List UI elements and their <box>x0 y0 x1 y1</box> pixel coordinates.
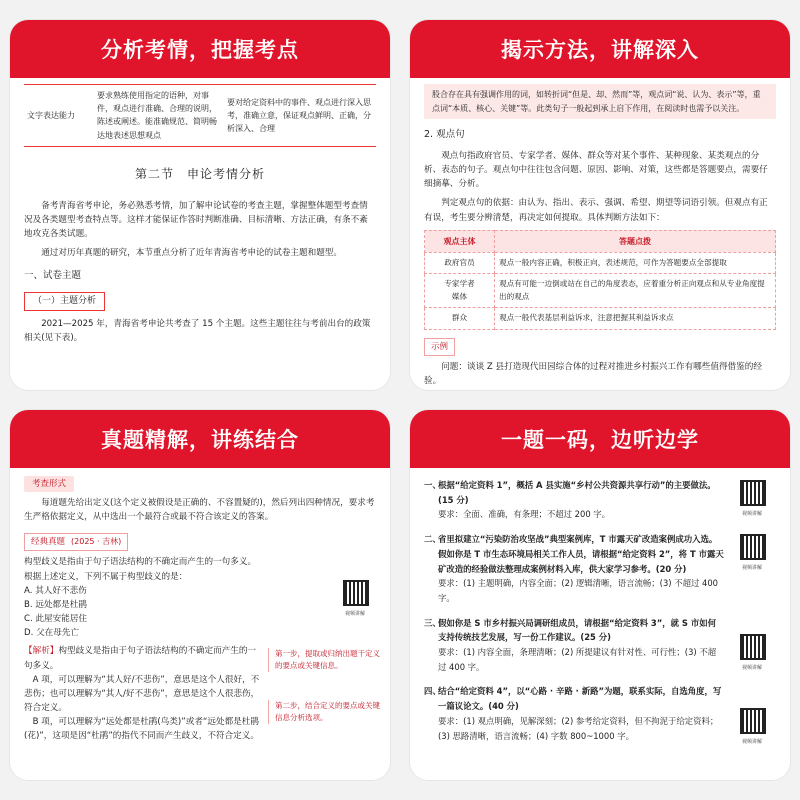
tag-label: 经典真题 <box>31 537 66 548</box>
question-requirement: 要求：(1) 观点明确，见解深刻；(2) 参考给定资料，但不拘泥于给定资料；(3) 思路清晰，语言流畅；(4) 字数 800~1000 字。 <box>438 715 719 741</box>
qr-caption: 视频讲解 <box>742 511 763 517</box>
panel-header: 一题一码，边听边学 <box>410 410 790 468</box>
option: A. 其人好不悲伤 <box>24 585 87 596</box>
heading: 一、试卷主题 <box>24 270 82 282</box>
paragraph: 2021—2025 年，青海省考申论共考查了 15 个主题。这些主题往往与考前出台的政策相关(见下表)。 <box>24 318 371 343</box>
option: B. 远处都是杜鹃 <box>24 599 87 610</box>
table-header-row <box>425 230 776 252</box>
table-cell: 观点一般代表基层利益诉求，注意把握其利益诉求点 <box>495 308 776 330</box>
exam-source: (2025 · 吉林) <box>71 537 122 547</box>
step-note: 第二步，结合定义的要点或关键信息分析选项。 <box>268 700 380 724</box>
panel-method <box>410 20 790 390</box>
subheading: （一）主题分析 <box>24 292 105 311</box>
table-row <box>24 85 376 147</box>
question-title: 省里拟建立“污染防治攻坚战”典型案例库，T 市露天矿改造案例成功入选。假如你是 T 市生态环境局相关工作人员，请根据“给定资料 2”，将 T 市露天矿改造的经验做法整理成案例材料入库，供大家学习参考。(20 分) <box>438 534 724 574</box>
question-stem: 构型歧义是指由于句子语法结构的不确定而产生的一句多义。 <box>24 557 257 568</box>
section-tag <box>24 533 128 551</box>
example-text: 问题：谈谈 Z 县打造现代田园综合体的过程对推进乡村振兴工作有哪些值得借鉴的经验。 <box>424 361 762 387</box>
analysis-label: 【解析】 <box>24 646 59 657</box>
panel-qr-learning <box>410 410 790 780</box>
option: D. 父在母先亡 <box>24 628 80 639</box>
panel-exam-analysis <box>10 20 390 390</box>
analysis-a: A 项，可以理解为“其人好/不悲伤”，意思是这个人很好，不悲伤；也可以理解为“其人/好不悲伤”，意思是这个人很悲伤，符合定义。 <box>24 674 260 714</box>
analysis-text: 构型歧义是指由于句子语法结构的不确定而产生的一句多义。 <box>24 646 257 671</box>
qr-code-icon[interactable] <box>740 634 766 660</box>
table-cell: 要求熟练使用指定的语种，对事件，观点进行准确、合理的说明，陈述或阐述。能准确规范、简明畅达地表述思想观点 <box>94 85 224 147</box>
table-header: 观点主体 <box>425 230 495 252</box>
question-title: 结合“给定资料 4”，以“心路 · 辛路 · 新路”为题，联系实际，自选角度，写一篇议论文。(40 分) <box>438 686 722 712</box>
panel-header: 真题精解，讲练结合 <box>10 410 390 468</box>
paragraph: 备考青海省考申论，务必熟悉考情，加了解申论试卷的考查主题，掌握整体题型考查情况及各类题型考查特点等。这样才能保证作答时判断准确、目标清晰、方法正确，有条不紊地攻克各类试题。 <box>24 200 368 239</box>
question-title: 假如你是 S 市乡村振兴局调研组成员，请根据“给定资料 3”，就 S 市如何支持传统技艺发展，写一份工作建议。(25 分) <box>438 617 716 643</box>
question-prompt: 根据上述定义，下列不属于构型歧义的是： <box>24 571 188 582</box>
ability-table <box>24 84 376 147</box>
paragraph: 判定观点句的依据：由认为、指出、表示、强调、希望、期望等词语引领。但观点有正有误，考生要分辨清楚，再决定如何提取。具体判断方法如下： <box>424 198 768 223</box>
qr-code-icon[interactable] <box>740 534 766 560</box>
table-cell: 政府官员 <box>425 252 495 274</box>
question-item <box>424 478 776 522</box>
qr-code-icon[interactable] <box>343 580 369 606</box>
question-number: 三、 <box>424 617 441 628</box>
panel-real-exam <box>10 410 390 780</box>
table-cell: 观点有可能一边倒或站在自己的角度表态，应着重分析正向观点和从专业角度提出的观点 <box>495 274 776 308</box>
viewpoint-table <box>424 230 776 330</box>
qr-caption: 视频讲解 <box>345 611 366 617</box>
analysis-b: B 项，可以理解为“远处都是杜鹃(鸟类)”或者“远处都是杜鹃(花)”，这项是因“杜鹃”的指代不同而产生歧义，不符合定义。 <box>24 717 259 742</box>
qr-caption: 视频讲解 <box>742 565 763 571</box>
step-note: 第一步，提取或归纳出题干定义的要点或关键信息。 <box>268 648 380 672</box>
question-item <box>424 532 776 606</box>
paragraph: 观点句指政府官员、专家学者、媒体、群众等对某个事件、某种现象、某类观点的分析、表态的句子。观点句中往往包含问题、原因、影响、对策，这些都是答题要点，需要仔细摘摹、分析。 <box>424 150 768 190</box>
question-requirement: 要求：(1) 内容全面，条理清晰；(2) 所提建议有针对性、可行性；(3) 不超过 400 字。 <box>438 647 717 672</box>
table-row <box>425 308 776 330</box>
table-cell: 群众 <box>425 308 495 330</box>
question-item <box>424 616 776 675</box>
question-item <box>424 684 776 743</box>
question-requirement: 要求：全面、准确，有条理；不超过 200 字。 <box>438 509 611 520</box>
example-tag: 示例 <box>424 338 455 356</box>
panel-body <box>10 468 390 750</box>
qr-code-icon[interactable] <box>740 480 766 506</box>
question-requirement: 要求：(1) 主题明确，内容全面；(2) 逻辑清晰，语言流畅；(3) 不超过 400 字。 <box>438 578 718 603</box>
panel-body <box>10 78 390 356</box>
table-header: 答题点拨 <box>495 230 776 252</box>
qr-code-icon[interactable] <box>740 708 766 734</box>
section-tag: 考查形式 <box>24 476 74 492</box>
qr-caption: 视频讲解 <box>742 665 763 671</box>
option: C. 此屋安能居住 <box>24 614 88 625</box>
table-cell: 要对给定资料中的事件、观点进行深入思考，准确立意，保证观点鲜明、正确，分析深入、合理 <box>224 85 376 147</box>
paragraph: 每道题先给出定义(这个定义被假设是正确的、不容置疑的)，然后列出四种情况，要求考生严格依据定义，从中选出一个最符合或最不符合该定义的答案。 <box>24 498 375 523</box>
panel-body <box>410 78 790 390</box>
panel-header: 分析考情，把握考点 <box>10 20 390 78</box>
question-number: 二、 <box>424 534 441 545</box>
table-cell: 观点一般内容正确，积极正向，表述规范，可作为答题要点全部提取 <box>495 252 776 274</box>
table-row <box>425 252 776 274</box>
question-title: 根据“给定资料 1”，概括 A 县实施“乡村公共资源共享行动”的主要做法。(15 分) <box>438 480 716 505</box>
table-cell: 专家学者 媒体 <box>425 274 495 308</box>
panel-header: 揭示方法，讲解深入 <box>410 20 790 78</box>
qr-caption: 视频讲解 <box>742 739 763 745</box>
section-title: 第二节 申论考情分析 <box>134 166 265 181</box>
table-row <box>425 274 776 308</box>
panel-body <box>410 468 790 759</box>
analysis-block <box>24 644 264 672</box>
heading: 2. 观点句 <box>424 129 465 141</box>
paragraph: 通过对历年真题的研究，本节重点分析了近年青海省考申论的试卷主题和题型。 <box>41 248 342 259</box>
table-cell: 文字表达能力 <box>24 85 94 147</box>
question-number: 四、 <box>424 686 441 697</box>
quote-box: 股合存在具有强调作用的词，如转折词“但是、却、然而”等，观点词“说、认为、表示”等，重点词“本质、核心、关键”等。此类句子一般起到承上启下作用，在阅读时也需予以关注。 <box>424 84 776 119</box>
question-number: 一、 <box>424 480 441 490</box>
